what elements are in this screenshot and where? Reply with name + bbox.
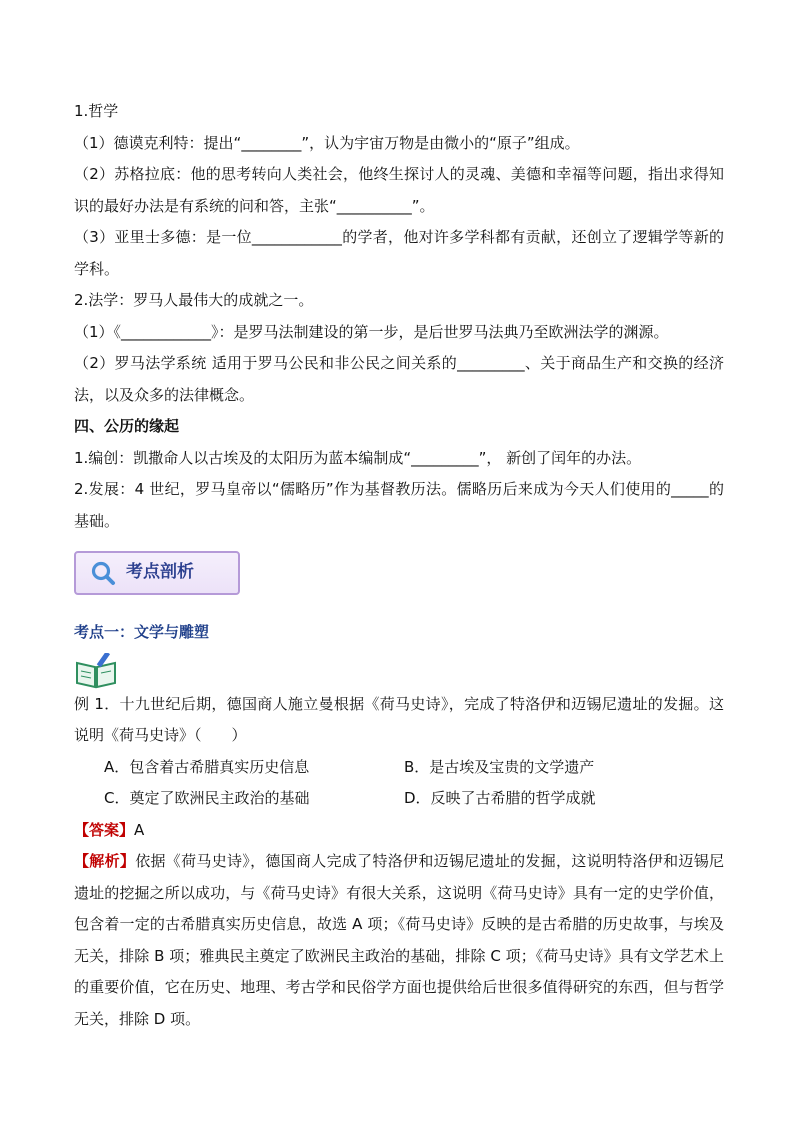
calendar-item-2: 2.发展：4 世纪，罗马皇帝以“儒略历”作为基督教历法。儒略历后来成为今天人们使用的_____的基础。: [74, 480, 724, 530]
example-question: 例 1．十九世纪后期，德国商人施立曼根据《荷马史诗》，完成了特洛伊和迈锡尼遗址的发掘。这说明《荷马史诗》（ ）: [74, 694, 724, 744]
philosophy-heading: 1.哲学: [74, 102, 119, 120]
analysis-text: 依据《荷马史诗》，德国商人完成了特洛伊和迈锡尼遗址的发掘，这说明特洛伊和迈锡尼遗址的挖掘之所以成功，与《荷马史诗》有很大关系，这说明《荷马史诗》具有一定的史学价值，包含着一定的古希腊真实历史信息，故选 A 项；《荷马史诗》反映的是古希腊的历史故事，与埃及无关，排除 B 项；雅典民主奠定了欧洲民主政治的基础，排除 C 项；《荷马史诗》具有文学艺术上的重要价值，它在历史、地理、考古学和民俗学方面也提供给后世很多值得研究的东西，但与哲学无关，排除 D 项。: [74, 852, 724, 1028]
philosophy-item-3: （3）亚里士多德：是一位____________的学者，他对许多学科都有贡献，还创立了逻辑学等新的学科。: [74, 228, 724, 278]
magnifier-icon: [90, 560, 116, 586]
page-content: [74, 96, 724, 1035]
law-heading: 2.法学：罗马人最伟大的成就之一。: [74, 291, 314, 309]
calendar-item-1: 1.编创：凯撒命人以古埃及的太阳历为蓝本编制成“_________”， 新创了闰年的办法。: [74, 448, 642, 467]
options-row-1: [74, 752, 724, 784]
option-b: B．是古埃及宝贵的文学遗产: [404, 757, 595, 776]
philosophy-item-2: （2）苏格拉底：他的思考转向人类社会，他终生探讨人的灵魂、美德和幸福等问题，指出求得知识的最好办法是有系统的问和答，主张“__________”。: [74, 165, 724, 215]
analysis-paragraph: [74, 846, 724, 1035]
option-d: D．反映了古希腊的哲学成就: [404, 789, 596, 807]
kaodian-title: 考点一：文学与雕塑: [74, 623, 210, 641]
law-item-1: （1）《____________》：是罗马法制建设的第一步，是后世罗马法典乃至欧洲法学的渊源。: [74, 322, 669, 341]
option-a: A．包含着古希腊真实历史信息: [104, 757, 310, 776]
options-row-2: [74, 783, 724, 815]
option-c: C．奠定了欧洲民主政治的基础: [104, 789, 310, 807]
kaodian-badge: [74, 551, 240, 595]
answer-line: [74, 815, 724, 847]
badge-label: 考点剖析: [126, 562, 194, 583]
answer-label: 【答案】: [74, 820, 135, 839]
open-book-pencil-icon: [74, 653, 118, 689]
philosophy-item-1: （1）德谟克利特：提出“________”，认为宇宙万物是由微小的“原子”组成。: [74, 133, 580, 152]
book-icon-wrap: [74, 653, 724, 689]
answer-value: A: [134, 820, 145, 839]
analysis-label: 【解析】: [74, 852, 136, 870]
kaodian-badge-wrap: [74, 545, 724, 603]
calendar-heading: 四、公历的缘起: [74, 417, 180, 435]
law-item-2: （2）罗马法学系统 适用于罗马公民和非公民之间关系的_________、关于商品生产和交换的经济法，以及众多的法律概念。: [74, 354, 724, 404]
